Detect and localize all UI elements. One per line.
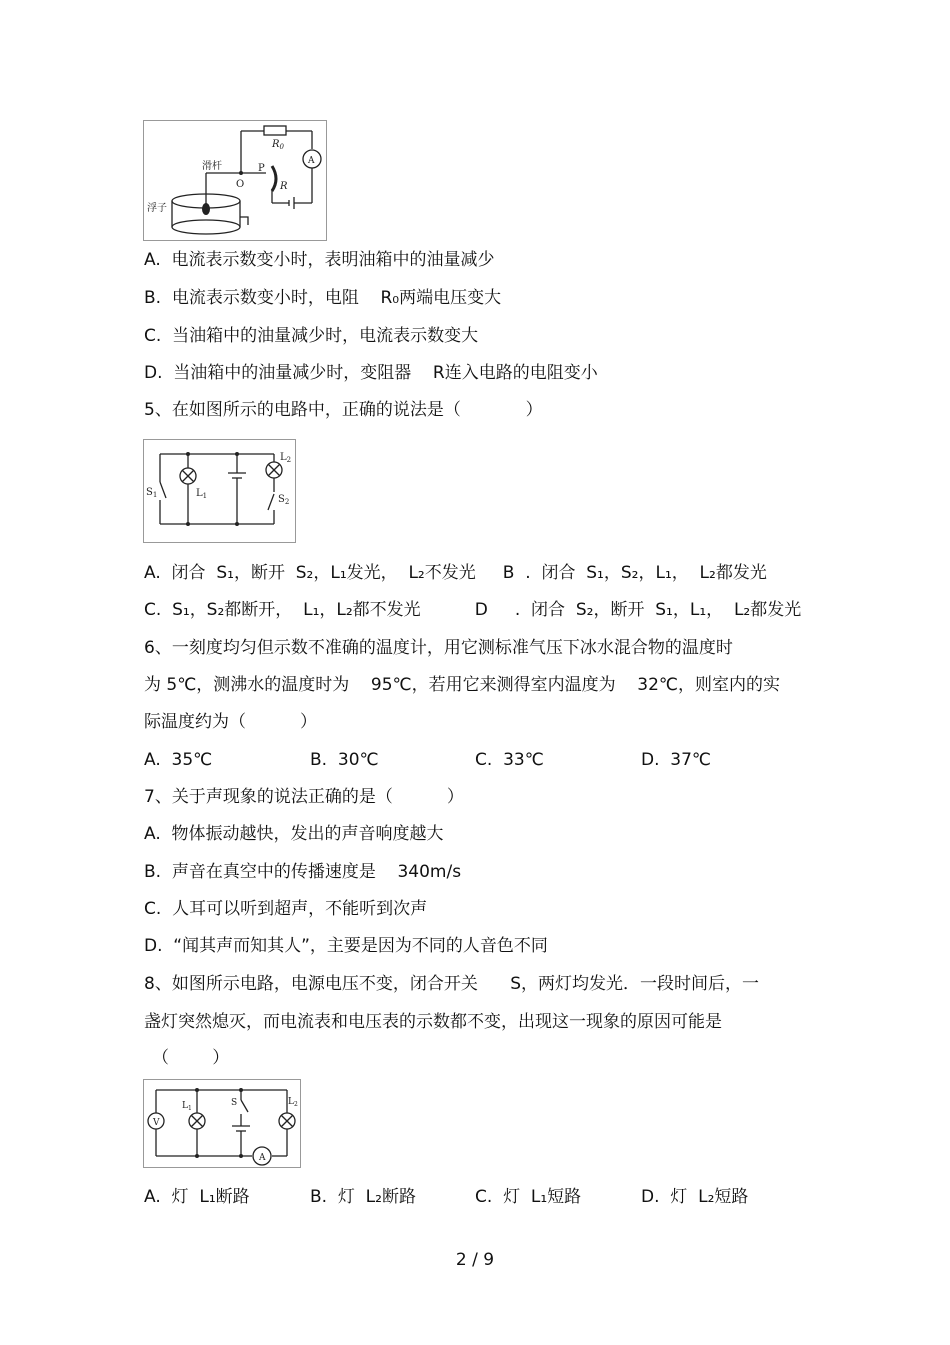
q8-option-b: B. 灯 L₂断路 (310, 1187, 416, 1207)
q6-stem-line-1: 6、一刻度均匀但示数不准确的温度计，用它测标准气压下冰水混合物的温度时 (144, 638, 733, 658)
q4-option-a: A. 电流表示数变小时，表明油箱中的油量减少 (144, 250, 495, 270)
q5-option-ab: A. 闭合 S₁，断开 S₂，L₁发光， L₂不发光 B . 闭合 S₁，S₂，L₁， L₂都发光 (144, 563, 767, 583)
q7-option-d: D. “闻其声而知其人”，主要是因为不同的人音色不同 (144, 936, 548, 956)
q7-option-b: B. 声音在真空中的传播速度是 340m/s (144, 862, 462, 882)
q5-option-cd: C. S₁，S₂都断开， L₁，L₂都不发光 D . 闭合 S₂，断开 S₁，L₁， L₂都发光 (144, 600, 802, 620)
l1-label: $L_1$ (196, 488, 208, 500)
ammeter-label: A (259, 1153, 266, 1163)
rheostat-r-label: R (280, 181, 288, 192)
l2-label: $L_2$ (280, 452, 292, 464)
q8-option-a: A. 灯 L₁断路 (144, 1187, 250, 1207)
l1-label: $L_1$ (182, 1101, 192, 1112)
oil-gauge-figure (143, 120, 327, 241)
q4-option-b: B. 电流表示数变小时，电阻 R₀两端电压变大 (144, 288, 502, 308)
page-number: 2 / 9 (455, 1250, 495, 1270)
q6-stem-line-3: 际温度约为（ ） (144, 712, 318, 732)
q7-option-c: C. 人耳可以听到超声，不能听到次声 (144, 899, 428, 919)
rod-label: 滑杆 (202, 161, 222, 172)
q6-options (144, 749, 784, 771)
slider-p-label: P (258, 163, 265, 174)
q5-circuit-figure (143, 439, 296, 543)
s1-label: $S_1$ (146, 487, 158, 499)
ammeter-label: A (308, 156, 315, 166)
q8-stem-line-1: 8、如图所示电路，电源电压不变，闭合开关 S，两灯均发光．一段时间后，一 (144, 974, 760, 994)
q6-option-b: B. 30℃ (310, 750, 379, 770)
resistor-r0-label: $R_0$ (272, 139, 284, 151)
q8-circuit-figure (143, 1079, 301, 1168)
l2-label: $L_2$ (288, 1097, 298, 1108)
q8-option-c: C. 灯 L₁短路 (475, 1187, 582, 1207)
voltmeter-label: V (153, 1118, 160, 1128)
q4-option-c: C. 当油箱中的油量减少时，电流表示数变大 (144, 326, 479, 346)
switch-s-label: S (231, 1098, 238, 1108)
q7-option-a: A. 物体振动越快，发出的声音响度越大 (144, 824, 444, 844)
pivot-o-label: O (236, 179, 245, 190)
q7-stem: 7、关于声现象的说法正确的是（ ） (144, 787, 464, 807)
q8-stem-line-3: （ ） (152, 1048, 230, 1068)
q8-stem-line-2: 盏灯突然熄灭，而电流表和电压表的示数都不变，出现这一现象的原因可能是 (144, 1012, 722, 1032)
q6-option-d: D. 37℃ (641, 750, 712, 770)
float-label: 浮子 (147, 203, 167, 214)
q6-option-c: C. 33℃ (475, 750, 544, 770)
s2-label: $S_2$ (278, 494, 290, 506)
q4-option-d: D. 当油箱中的油量减少时，变阻器 R连入电路的电阻变小 (144, 363, 598, 383)
q6-option-a: A. 35℃ (144, 750, 213, 770)
q8-options (144, 1186, 784, 1208)
q8-option-d: D. 灯 L₂短路 (641, 1187, 749, 1207)
q5-stem: 5、在如图所示的电路中，正确的说法是（ ） (144, 400, 543, 420)
q6-stem-line-2: 为 5℃，测沸水的温度时为 95℃，若用它来测得室内温度为 32℃，则室内的实 (144, 675, 780, 695)
